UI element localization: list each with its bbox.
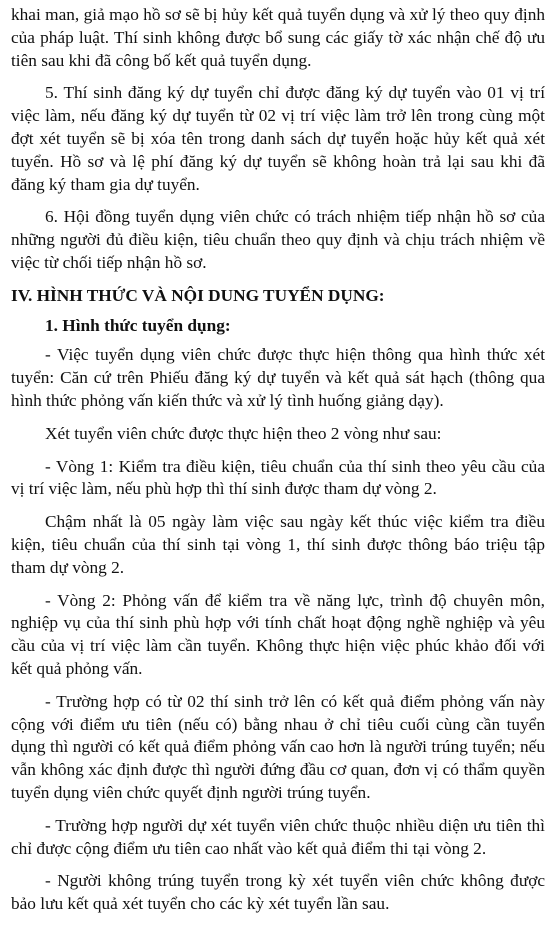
paragraph-item-6: 6. Hội đồng tuyển dụng viên chức có trách nhiệm tiếp nhận hồ sơ của những người đủ điều kiện, tiêu chuẩn theo quy định và chịu trách nhiệm về việc từ chối tiếp nhận hồ sơ. xyxy=(11,207,545,272)
paragraph-item-5: 5. Thí sinh đăng ký dự tuyển chỉ được đăng ký dự tuyển vào 01 vị trí việc làm, nếu đăng ký dự tuyển từ 02 vị trí việc làm trở lên trong cùng một đợt xét tuyển sẽ bị xóa tên trong danh sách dự tuyển hoặc hủy kết quả xét tuyển. Hồ sơ và lệ phí đăng ký dự tuyển sẽ không hoàn trả lại sau khi đã đăng ký tham gia dự tuyển. xyxy=(11,83,545,194)
paragraph-two-rounds: Xét tuyển viên chức được thực hiện theo 2 vòng như sau: xyxy=(45,423,442,443)
paragraph-no-reservation: - Người không trúng tuyển trong kỳ xét tuyển viên chức không được bảo lưu kết quả xét tuyển cho các kỳ xét tuyển lần sau. xyxy=(11,871,545,914)
paragraph-notice-deadline: Chậm nhất là 05 ngày làm việc sau ngày kết thúc việc kiểm tra điều kiện, tiêu chuẩn của thí sinh tại vòng 1, thí sinh được thông báo triệu tập tham dự vòng 2. xyxy=(11,512,545,577)
section-heading: IV. HÌNH THỨC VÀ NỘI DUNG TUYỂN DỤNG: xyxy=(11,285,385,305)
paragraph-priority-case: - Trường hợp người dự xét tuyển viên chức thuộc nhiều diện ưu tiên thì chỉ được cộng điểm ưu tiên cao nhất vào kết quả điểm thi tại vòng 2. xyxy=(11,815,545,858)
subsection-heading: 1. Hình thức tuyển dụng: xyxy=(45,315,231,335)
paragraph-round-1: - Vòng 1: Kiểm tra điều kiện, tiêu chuẩn của thí sinh theo yêu cầu của vị trí việc làm, nếu phù hợp thì thí sinh được tham dự vòng 2. xyxy=(11,456,545,499)
paragraph-recruitment-form: - Việc tuyển dụng viên chức được thực hiện thông qua hình thức xét tuyển: Căn cứ trên Phiếu đăng ký dự tuyển và kết quả sát hạch (thông qua hình thức phỏng vấn kiến thức và xử lý tình huống giảng dạy). xyxy=(11,345,545,410)
paragraph-round-2: - Vòng 2: Phỏng vấn để kiểm tra về năng lực, trình độ chuyên môn, nghiệp vụ của thí sinh phù hợp với tính chất hoạt động nghề nghiệp và yêu cầu của vị trí việc làm cần tuyển. Không thực hiện việc phúc khảo đối với kết quả phỏng vấn. xyxy=(11,590,545,678)
document-page xyxy=(11,4,545,926)
paragraph-continuation: khai man, giả mạo hồ sơ sẽ bị hủy kết quả tuyển dụng và xử lý theo quy định của pháp luật. Thí sinh không được bổ sung các giấy tờ xác nhận chế độ ưu tiên sau khi đã công bố kết quả tuyển dụng. xyxy=(11,5,545,70)
paragraph-tie-case: - Trường hợp có từ 02 thí sinh trở lên có kết quả điểm phỏng vấn này cộng với điểm ưu tiên (nếu có) bằng nhau ở chỉ tiêu cuối cùng cần tuyển dụng thì người có kết quả điểm phỏng vấn cao hơn là người trúng tuyển; nếu vẫn không xác định được thì người đứng đầu cơ quan, đơn vị có thẩm quyền tuyển dụng viên chức quyết định người trúng tuyển. xyxy=(11,691,545,802)
